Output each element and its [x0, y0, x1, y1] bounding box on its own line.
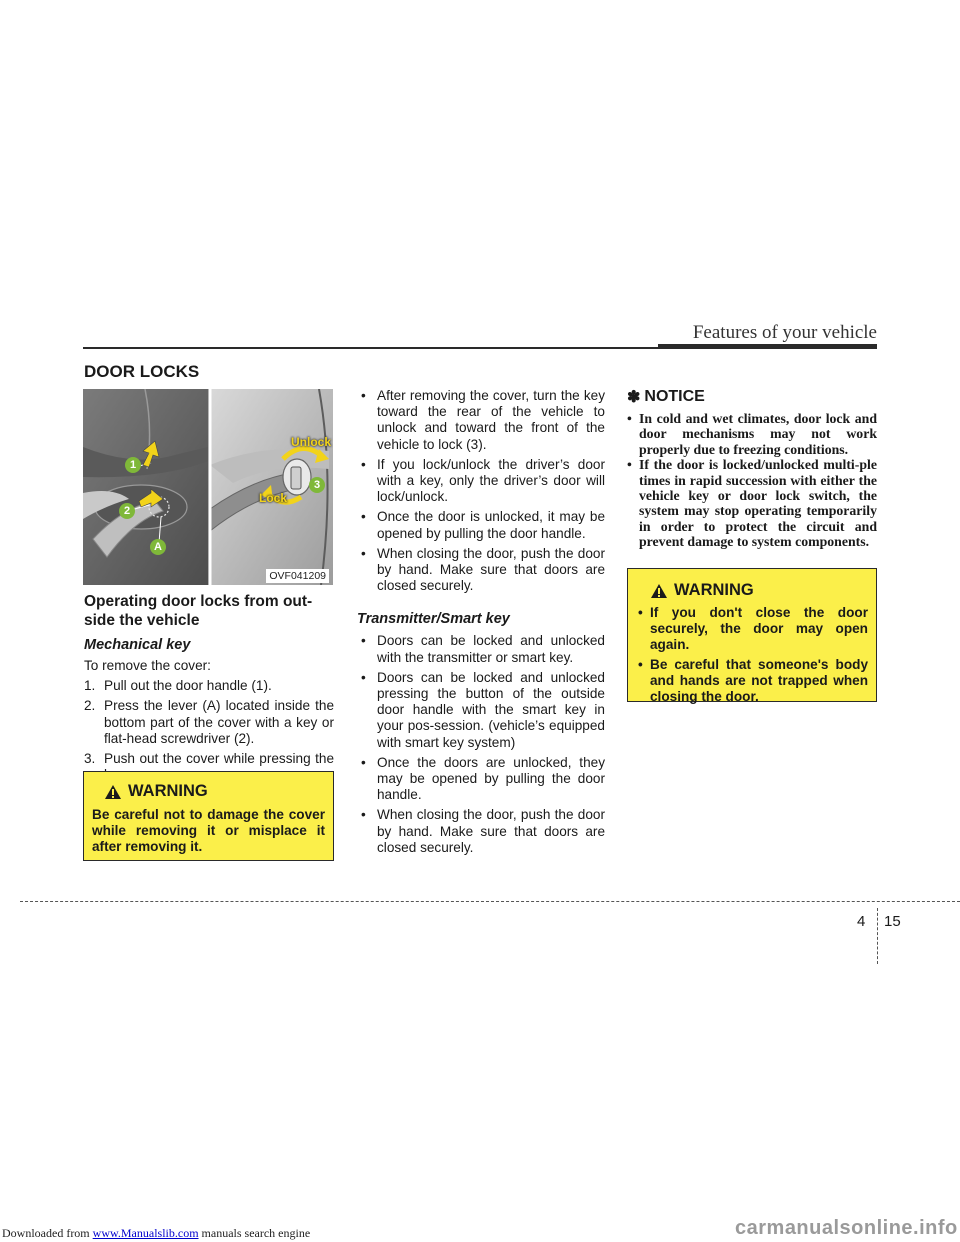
header-rule: [83, 347, 877, 349]
footer-prefix: Downloaded from: [2, 1226, 93, 1240]
warning-icon: [104, 784, 122, 800]
mechanical-key-heading: Mechanical key: [84, 637, 191, 653]
warning-title: [636, 581, 868, 600]
section-heading: Operating door locks from out-side the vehicle: [84, 593, 313, 629]
key-operation-list: [357, 388, 605, 594]
download-footer: [2, 1226, 310, 1241]
notice-list: [627, 411, 877, 550]
notice-title-text: NOTICE: [644, 388, 705, 405]
page-number-divider: [877, 908, 878, 964]
column-1: [84, 592, 334, 787]
chapter-number: 4: [857, 913, 866, 930]
notice-icon: ✽: [627, 389, 641, 406]
notice-item-text: In cold and wet climates, door lock and door mechanisms may not work properly due to freezing conditions.: [639, 411, 877, 457]
list-item-text: Doors can be locked and unlocked pressing the button of the outside door handle with the smart key in your pos-session. (vehicle’s equipped with smart key system): [377, 669, 605, 750]
list-item: • When closing the door, push the door by hand. Make sure that doors are closed securely.: [361, 807, 605, 855]
list-item: • When closing the door, push the door by hand. Make sure that doors are closed securely.: [361, 545, 605, 594]
door-warning-box: [627, 568, 877, 705]
callout-3: 3: [309, 477, 325, 493]
warning-item: • If you don't close the door securely, the door may open again.: [638, 605, 868, 653]
list-item: • Once the door is unlocked, it may be opened by pulling the door handle.: [361, 509, 605, 541]
watermark: carmanualsonline.info: [735, 1217, 958, 1239]
page-number: 15: [884, 913, 901, 930]
callout-a: A: [150, 539, 166, 555]
step-text: Press the lever (A) located inside the bottom part of the cover with a key or flat-head screwdriver (2).: [104, 698, 334, 746]
warning-text: Be careful not to damage the cover while removing it or misplace it after removing it.: [92, 807, 325, 855]
warning-list: [636, 605, 868, 705]
step-item: [84, 678, 334, 694]
warning-item-text: If you don't close the door securely, the door may open again.: [650, 605, 868, 653]
list-item-text: After removing the cover, turn the key toward the rear of the vehicle to unlock and toward the front of the vehicle to lock (3).: [377, 388, 605, 452]
list-item-text: Once the doors are unlocked, they may be opened by pulling the door handle.: [377, 754, 605, 803]
step-number: 3.: [84, 751, 96, 767]
page-title: DOOR LOCKS: [84, 362, 200, 381]
door-lock-illustration: [83, 389, 333, 585]
cover-removal-steps: [84, 678, 334, 783]
door-lock-figure: [83, 389, 333, 585]
transmitter-heading: Transmitter/Smart key: [357, 611, 510, 628]
unlock-label: Unlock: [291, 435, 332, 449]
warning-title-text: WARNING: [674, 581, 754, 599]
manualslib-link[interactable]: www.Manualslib.com: [92, 1226, 199, 1240]
notice-item: • If the door is locked/unlocked multi-ple times in rapid succession with either the vehicle key or door lock switch, the system may stop operating temporarily in order to protect the circuit and prevent damage to system components.: [627, 457, 877, 550]
list-item-text: When closing the door, push the door by hand. Make sure that doors are closed securely.: [377, 807, 605, 855]
list-item: • Doors can be locked and unlocked pressing the button of the outside door handle with the smart key in your pos-session. (vehicle’s equipped with smart key system): [361, 669, 605, 750]
warning-icon: [650, 583, 668, 599]
list-item: • If you lock/unlock the driver’s door with a key, only the driver’s door will lock/unlock.: [361, 456, 605, 505]
list-item: • Once the doors are unlocked, they may be opened by pulling the door handle.: [361, 754, 605, 803]
cover-warning-box: [83, 771, 334, 861]
list-item-text: Doors can be locked and unlocked with the transmitter or smart key.: [377, 633, 605, 665]
list-item: • Doors can be locked and unlocked with the transmitter or smart key.: [361, 633, 605, 665]
figure-code: OVF041209: [266, 569, 329, 583]
list-item-text: When closing the door, push the door by hand. Make sure that doors are closed securely.: [377, 545, 605, 594]
column-2: [357, 388, 605, 860]
section-label: Features of your vehicle: [692, 322, 877, 343]
warning-item: • Be careful that someone's body and hands are not trapped when closing the door.: [638, 656, 868, 705]
step-text: Pull out the door handle (1).: [104, 678, 272, 694]
notice-item: • In cold and wet climates, door lock and door mechanisms may not work properly due to freezing conditions.: [627, 411, 877, 457]
step-text: Push out the cover while pressing the: [104, 751, 334, 767]
list-item-text: If you lock/unlock the driver’s door with a key, only the driver’s door will lock/unlock.: [377, 456, 605, 505]
list-item-text: Once the door is unlocked, it may be opened by pulling the door handle.: [377, 509, 605, 541]
callout-1: 1: [125, 457, 141, 473]
notice-item-text: If the door is locked/unlocked multi-ple times in rapid succession with either the vehicle key or door lock switch, the system may stop operating temporarily in order to protect the circuit and prevent damage to system components.: [639, 457, 877, 550]
list-item: • After removing the cover, turn the key toward the rear of the vehicle to unlock and toward the front of the vehicle to lock (3).: [361, 388, 605, 452]
step-number: 1.: [84, 678, 96, 694]
step-item: [84, 698, 334, 747]
warning-item-text: Be careful that someone's body and hands are not trapped when closing the door.: [650, 656, 868, 705]
cover-intro: To remove the cover:: [84, 658, 211, 673]
footer-suffix: manuals search engine: [198, 1226, 311, 1240]
notice-title: [627, 387, 877, 407]
step-number: 2.: [84, 698, 96, 714]
bottom-dashed-rule: [20, 901, 960, 902]
callout-2: 2: [119, 503, 135, 519]
warning-title-text: WARNING: [128, 782, 208, 800]
warning-title: [92, 782, 325, 801]
notice-section: [627, 387, 877, 554]
transmitter-list: [357, 633, 605, 856]
lock-label: Lock: [259, 491, 288, 505]
